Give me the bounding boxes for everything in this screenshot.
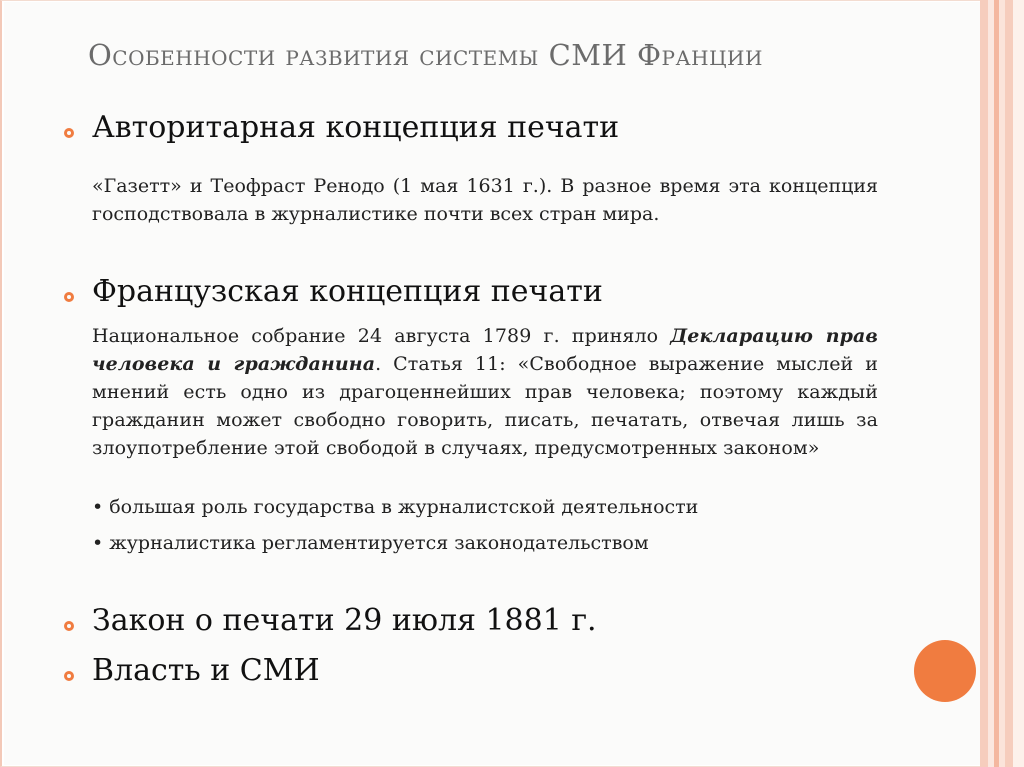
bullet-icon [64, 128, 74, 138]
section-text-authoritarian: «Газетт» и Теофраст Ренодо (1 мая 1631 г.). В разное время эта концепция господствовала в журналистике почти всех стран мира. [92, 175, 878, 225]
decorative-stripe [1005, 0, 1013, 767]
text-run: Национальное собрание 24 августа 1789 г. приняло [92, 325, 671, 347]
declaration-emphasis: Декларацию прав человека и гражданина [92, 325, 878, 375]
section-text-french [92, 322, 878, 462]
decorative-stripe [1013, 0, 1024, 767]
bullet-icon [64, 292, 74, 302]
section-heading-french: Французская концепция печати [92, 274, 603, 309]
decorative-circle [914, 640, 976, 702]
sub-bullet-state-role: • большая роль государства в журналистской деятельности [92, 496, 699, 518]
section-heading-power-media: Власть и СМИ [92, 653, 320, 688]
decorative-stripe [980, 0, 988, 767]
section-heading-press-law: Закон о печати 29 июля 1881 г. [92, 603, 597, 638]
bullet-icon [64, 621, 74, 631]
bullet-icon [64, 671, 74, 681]
slide-title: Особенности развития системы СМИ Франции [88, 38, 763, 72]
section-heading-authoritarian: Авторитарная концепция печати [92, 110, 620, 145]
text-run: . Статья 11: «Свободное выражение мыслей и мнений есть одно из драгоценнейших прав человека; поэтому каждый гражданин может свободно говорить, писать, печатать, отвечая лишь за злоупотребление этой свободой в случаях, предусмотренных законом» [92, 353, 878, 459]
sub-bullet-regulation: • журналистика регламентируется законодательством [92, 532, 649, 554]
